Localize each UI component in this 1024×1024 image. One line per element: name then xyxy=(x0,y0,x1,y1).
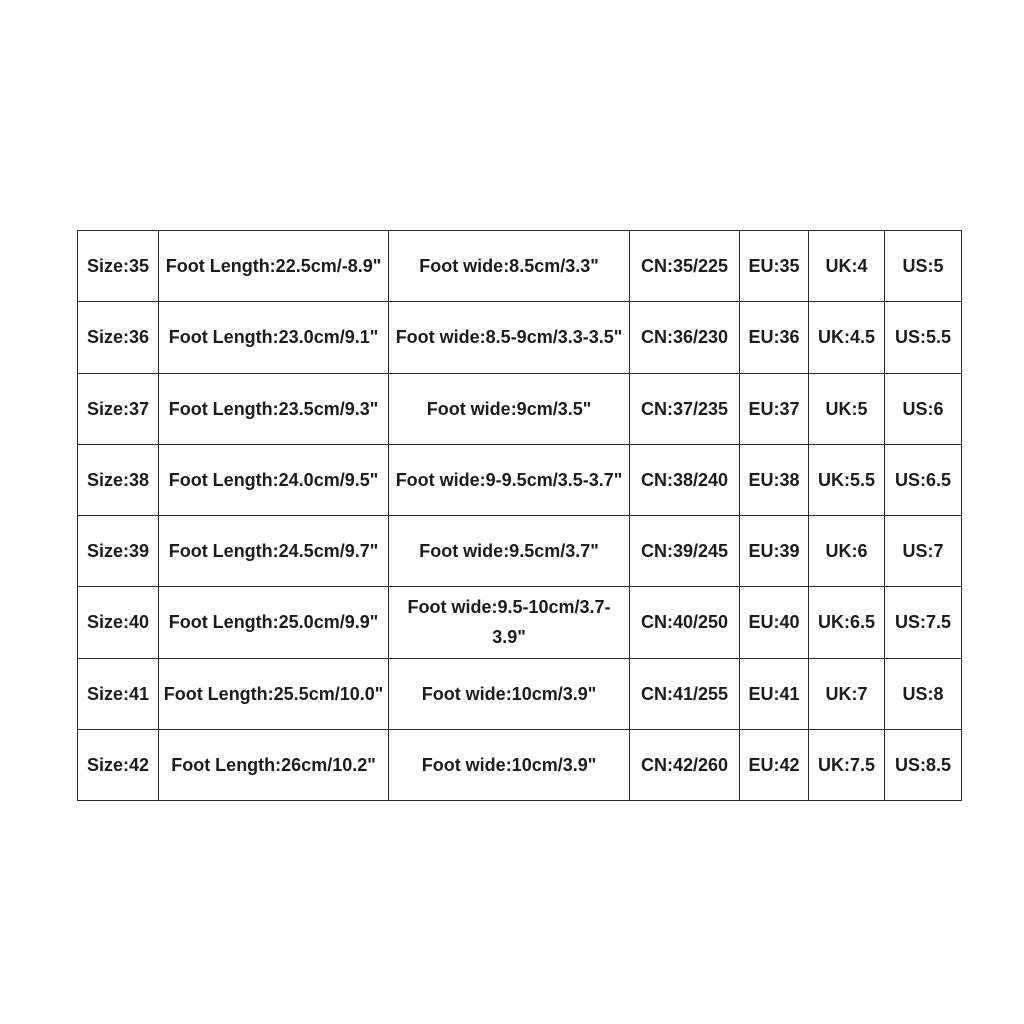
us-size-cell: US:5.5 xyxy=(885,302,962,373)
eu-size-cell: EU:37 xyxy=(740,373,809,444)
size-cell: Size:39 xyxy=(78,516,159,587)
cn-size-cell: CN:42/260 xyxy=(630,729,740,800)
uk-size-cell: UK:6.5 xyxy=(809,587,885,658)
cn-size-cell: CN:40/250 xyxy=(630,587,740,658)
foot-wide-cell: Foot wide:9cm/3.5" xyxy=(389,373,630,444)
foot-wide-cell: Foot wide:8.5cm/3.3" xyxy=(389,231,630,302)
uk-size-cell: UK:5 xyxy=(809,373,885,444)
table-row xyxy=(78,729,962,800)
foot-wide-cell: Foot wide:9-9.5cm/3.5-3.7" xyxy=(389,444,630,515)
foot-wide-cell: Foot wide:8.5-9cm/3.3-3.5" xyxy=(389,302,630,373)
size-cell: Size:37 xyxy=(78,373,159,444)
foot-length-cell: Foot Length:26cm/10.2" xyxy=(159,729,389,800)
table-row xyxy=(78,373,962,444)
us-size-cell: US:8.5 xyxy=(885,729,962,800)
foot-wide-cell: Foot wide:10cm/3.9" xyxy=(389,729,630,800)
uk-size-cell: UK:7 xyxy=(809,658,885,729)
foot-length-cell: Foot Length:24.0cm/9.5" xyxy=(159,444,389,515)
uk-size-cell: UK:4 xyxy=(809,231,885,302)
size-cell: Size:42 xyxy=(78,729,159,800)
eu-size-cell: EU:39 xyxy=(740,516,809,587)
uk-size-cell: UK:4.5 xyxy=(809,302,885,373)
table-row xyxy=(78,231,962,302)
eu-size-cell: EU:35 xyxy=(740,231,809,302)
cn-size-cell: CN:39/245 xyxy=(630,516,740,587)
uk-size-cell: UK:7.5 xyxy=(809,729,885,800)
table-row xyxy=(78,444,962,515)
foot-length-cell: Foot Length:25.5cm/10.0" xyxy=(159,658,389,729)
us-size-cell: US:5 xyxy=(885,231,962,302)
cn-size-cell: CN:38/240 xyxy=(630,444,740,515)
eu-size-cell: EU:36 xyxy=(740,302,809,373)
table-row xyxy=(78,587,962,658)
foot-wide-cell: Foot wide:9.5-10cm/3.7-3.9" xyxy=(389,587,630,658)
foot-length-cell: Foot Length:23.5cm/9.3" xyxy=(159,373,389,444)
size-cell: Size:36 xyxy=(78,302,159,373)
cn-size-cell: CN:41/255 xyxy=(630,658,740,729)
cn-size-cell: CN:37/235 xyxy=(630,373,740,444)
size-cell: Size:38 xyxy=(78,444,159,515)
us-size-cell: US:6.5 xyxy=(885,444,962,515)
table-row xyxy=(78,302,962,373)
us-size-cell: US:8 xyxy=(885,658,962,729)
eu-size-cell: EU:42 xyxy=(740,729,809,800)
foot-length-cell: Foot Length:22.5cm/-8.9" xyxy=(159,231,389,302)
eu-size-cell: EU:40 xyxy=(740,587,809,658)
eu-size-cell: EU:41 xyxy=(740,658,809,729)
uk-size-cell: UK:5.5 xyxy=(809,444,885,515)
cn-size-cell: CN:35/225 xyxy=(630,231,740,302)
size-cell: Size:41 xyxy=(78,658,159,729)
size-cell: Size:35 xyxy=(78,231,159,302)
cn-size-cell: CN:36/230 xyxy=(630,302,740,373)
uk-size-cell: UK:6 xyxy=(809,516,885,587)
foot-length-cell: Foot Length:23.0cm/9.1" xyxy=(159,302,389,373)
table-row xyxy=(78,658,962,729)
foot-wide-cell: Foot wide:10cm/3.9" xyxy=(389,658,630,729)
foot-wide-cell: Foot wide:9.5cm/3.7" xyxy=(389,516,630,587)
us-size-cell: US:6 xyxy=(885,373,962,444)
us-size-cell: US:7.5 xyxy=(885,587,962,658)
us-size-cell: US:7 xyxy=(885,516,962,587)
table-row xyxy=(78,516,962,587)
size-chart-table xyxy=(77,230,962,801)
foot-length-cell: Foot Length:25.0cm/9.9" xyxy=(159,587,389,658)
foot-length-cell: Foot Length:24.5cm/9.7" xyxy=(159,516,389,587)
size-cell: Size:40 xyxy=(78,587,159,658)
eu-size-cell: EU:38 xyxy=(740,444,809,515)
